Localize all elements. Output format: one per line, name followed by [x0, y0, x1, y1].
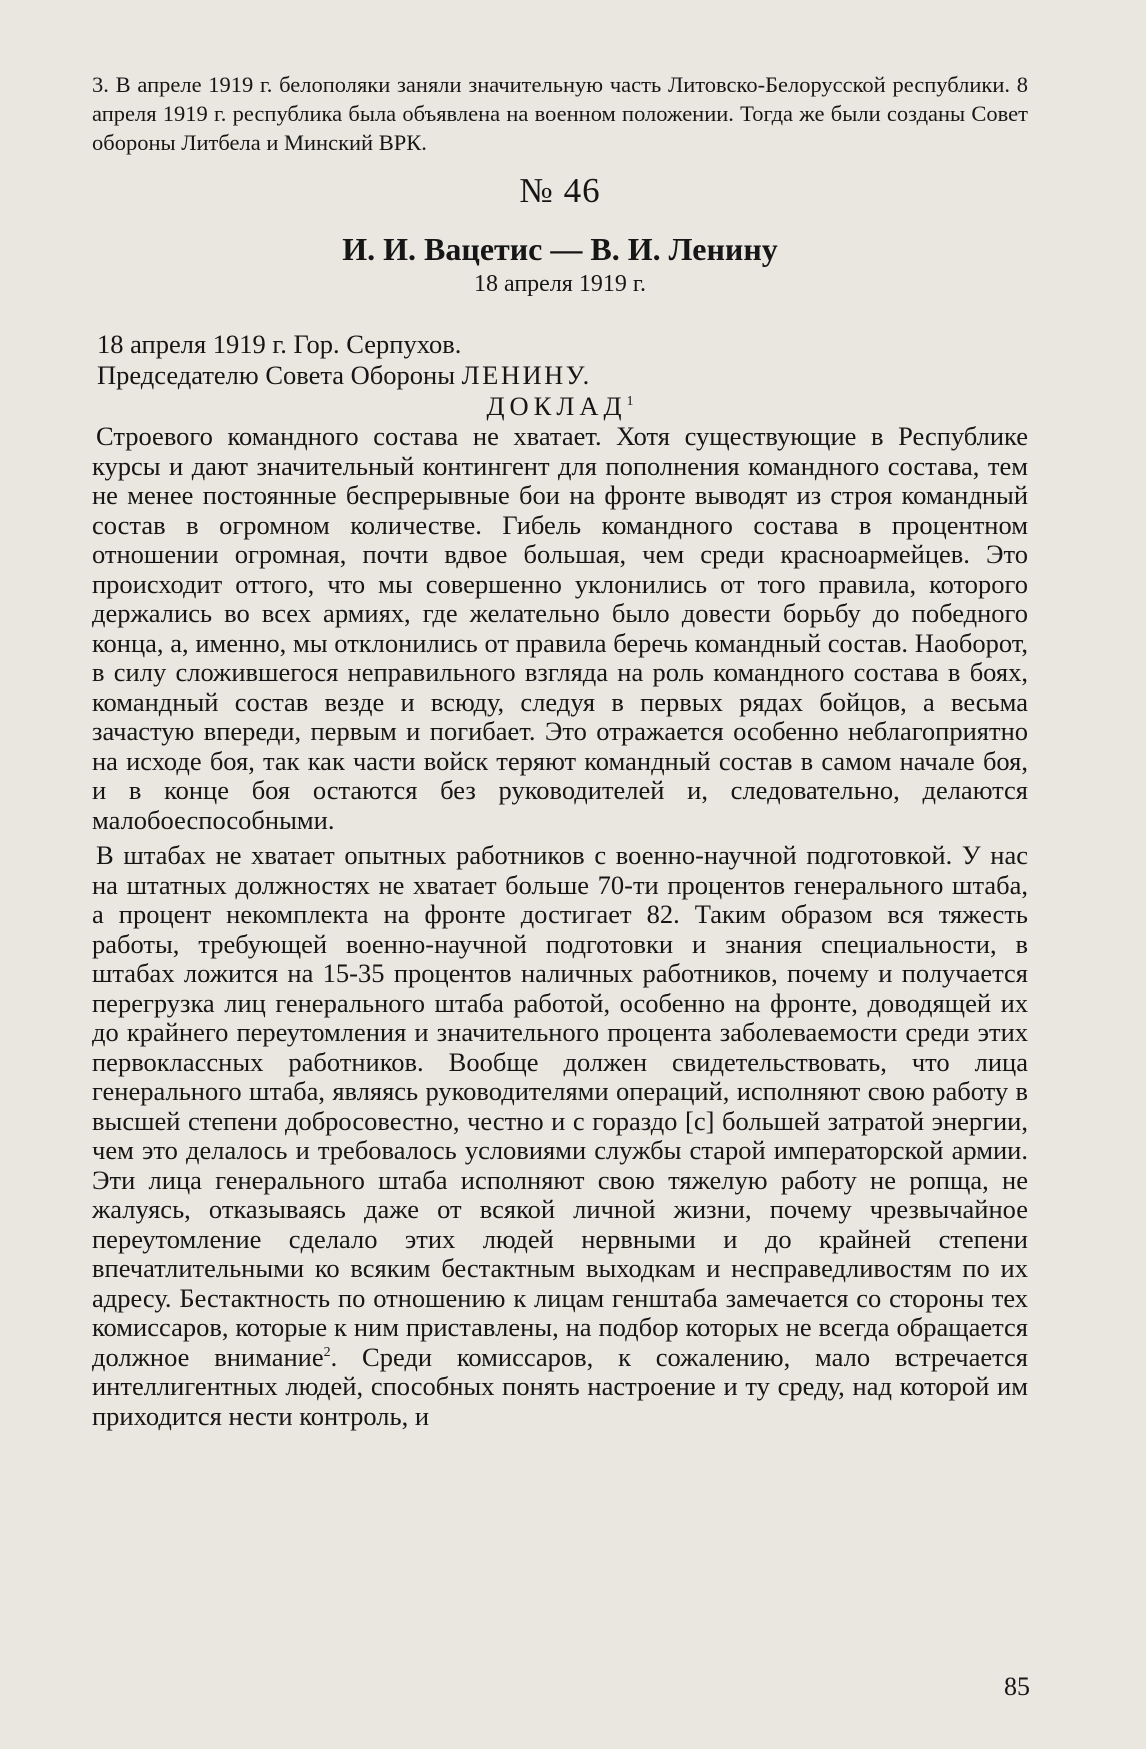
- paragraph-2-note-ref: 2: [323, 1344, 331, 1360]
- paragraph-2-part-b: . Среди комиссаров, к сожалению, мало встречается интеллигентных людей, способных понять настроение и ту среду, над которой им приходится нести контроль, и: [92, 1341, 1028, 1431]
- report-title: ДОКЛАД: [486, 391, 627, 421]
- document-title: И. И. Вацетис — В. И. Ленину: [342, 231, 778, 267]
- paragraph-2-part-a: В штабах не хватает опытных работников с военно-научной подготовкой. У нас на штатных должностях не хватает больше 70-ти процентов генерального штаба, а процент некомплекта на фронте достигает 82. Таким образом вся тяжесть работы, требующей военно-научной подготовки и знания специальности, в штабах ложится на 15-35 процентов наличных работников, почему и получается перегрузка лиц генерального штаба работой, особенно на фронте, доводящей их до крайнего переутомления и значительного процента заболеваемости среди этих первоклассных работников. Вообще должен свидетельствовать, что лица генерального штаба, являясь руководителями операций, исполняют свою работу в высшей степени добросовестно, честно и с гораздо [с] большей затратой энергии, чем это делалось и требовалось условиями службы старой императорской армии. Эти лица генерального штаба исполняют свою тяжелую работу не ропща, не жалуясь, отказываясь даже от всякой личной жизни, почему чрезвычайное переутомление сделало этих людей нервными и до крайней степени впечатлительными ко всяким бестактным выходкам и несправедливостям по их адресу. Бестактность по отношению к лицам генштаба замечается со стороны тех комиссаров, которые к ним приставлены, на подбор которых не всегда обращается должное внимание: [92, 840, 1028, 1372]
- addressee-prefix: Председателю Совета Обороны: [97, 360, 456, 390]
- addressee-name: ЛЕНИНУ.: [461, 360, 592, 390]
- footnote-3: 3. В апреле 1919 г. белополяки заняли значительную часть Литовско-Белорусской республики. 8 апреля 1919 г. республика была объявлена на военном положении. Тогда же были созданы Совет обороны Литбела и Минский ВРК.: [92, 72, 1028, 155]
- report-note-ref: 1: [626, 394, 634, 410]
- header-line: 18 апреля 1919 г. Гор. Серпухов.: [97, 329, 462, 359]
- paragraph-1: Строевого командного состава не хватает. Хотя существующие в Республике курсы и дают значительный контингент для пополнения командного состава, тем не менее постоянные беспрерывные бои на фронте выводят из строя командный состав в огромном количестве. Гибель командного состава в процентном отношении огромная, почти вдвое большая, чем среди красноармейцев. Это происходит оттого, что мы совершенно уклонились от того правила, которого держались во всех армиях, где желательно было довести борьбу до победного конца, а, именно, мы отклонились от правила беречь командный состав. Наоборот, в силу сложившегося неправильного взгляда на роль командного состава в боях, командный состав везде и всюду, следуя в первых рядах бойцов, а весьма зачастую впереди, первым и погибает. Это отражается особенно неблагоприятно на исходе боя, так как части войск теряют командный состав в самом начале боя, и в конце боя остаются без руководителей и, следовательно, делаются малобоеспособными.: [92, 421, 1028, 835]
- page-number: 85: [1004, 1672, 1030, 1701]
- addressee-line: [92, 360, 1028, 391]
- report-heading: [92, 391, 1028, 422]
- document-number: № 46: [519, 171, 601, 210]
- paragraph-2: [92, 841, 1028, 1431]
- document-date: 18 апреля 1919 г.: [474, 271, 646, 297]
